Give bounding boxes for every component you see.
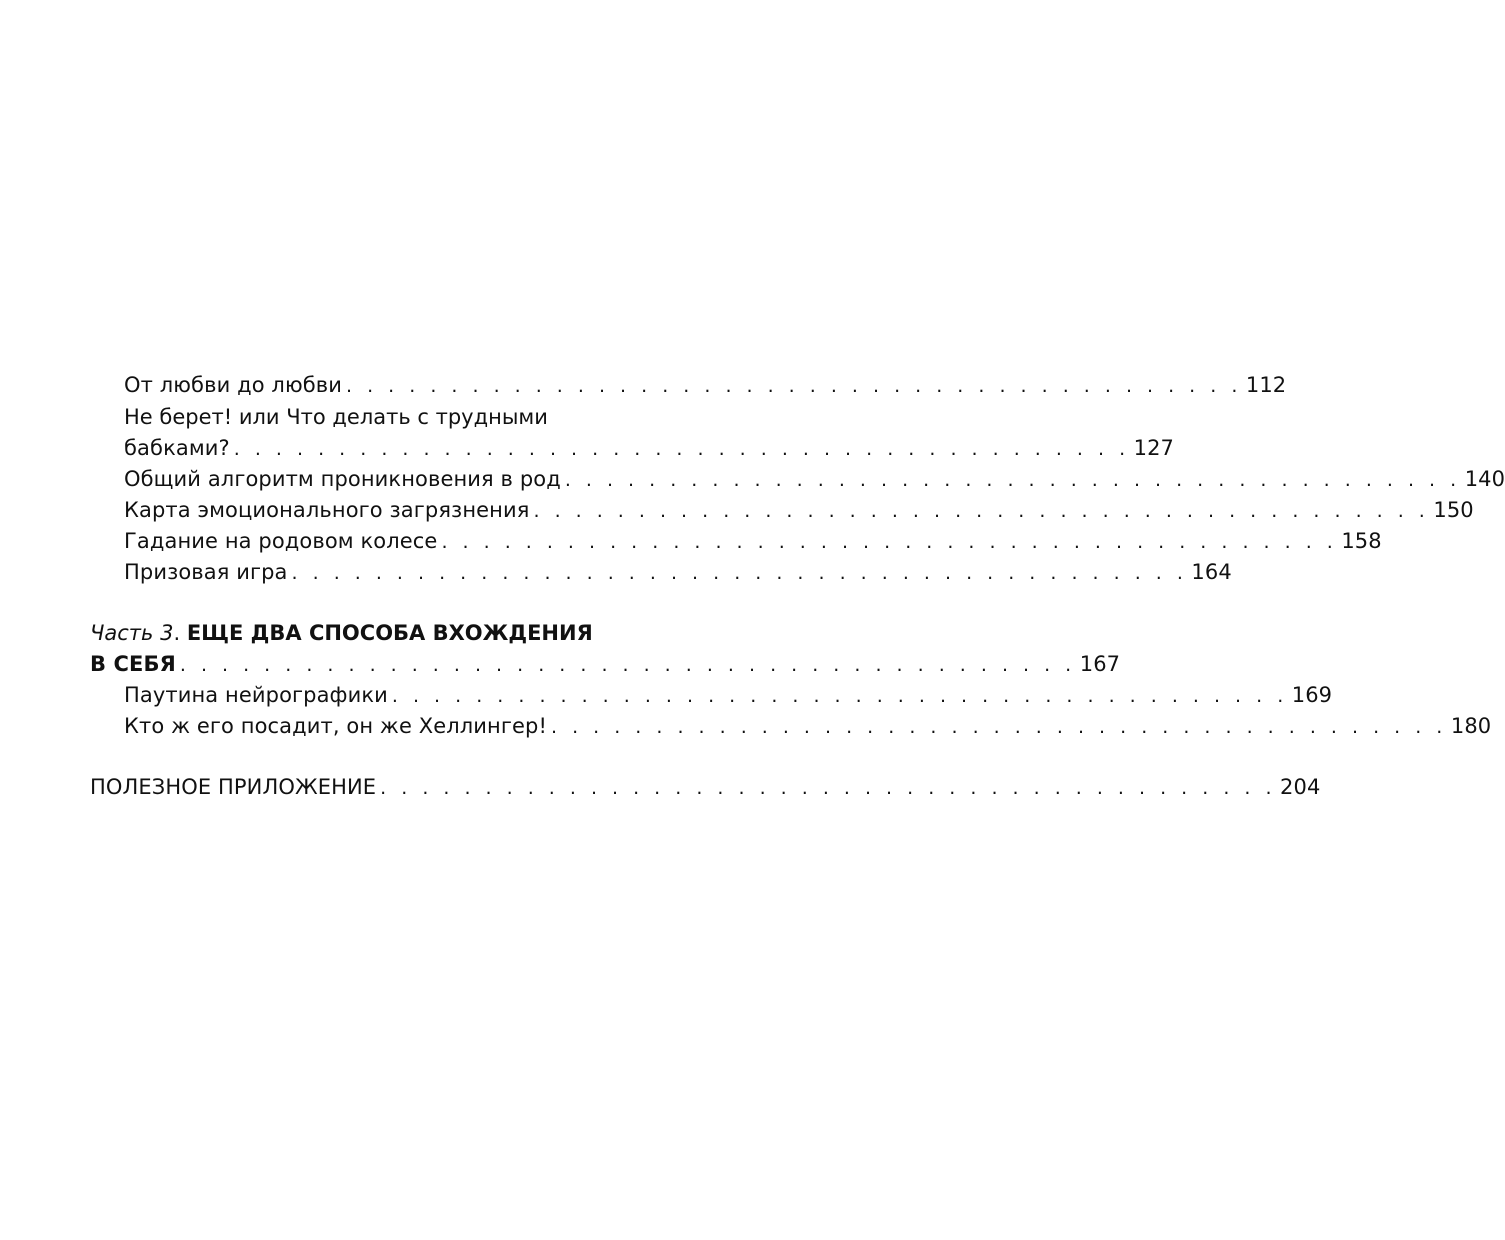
toc-entry <box>124 525 1382 557</box>
toc-entry-title: Призовая игра <box>124 560 288 584</box>
part-heading-line1 <box>90 617 593 649</box>
toc-entry <box>124 369 1287 401</box>
toc-entry-title: Паутина нейрографики <box>124 683 388 707</box>
toc-entry-page: 140 <box>1464 467 1505 491</box>
toc-entry-page: 158 <box>1341 529 1382 553</box>
toc-entry <box>124 679 1333 711</box>
toc-part-entry <box>90 648 1121 680</box>
leader-dots: . . . . . . . . . . . . . . . . . . . . . . . . . . . . . . . . . . . . . . . . . . . <box>550 716 1447 738</box>
leader-dots: . . . . . . . . . . . . . . . . . . . . . . . . . . . . . . . . . . . . . . . . . . . <box>233 438 1130 460</box>
toc-entry <box>124 463 1505 495</box>
toc-entry-title-line1: Не берет! или Что делать с трудными <box>124 405 548 429</box>
toc-entry <box>124 710 1492 742</box>
toc-entry-title: Гадание на родовом колесе <box>124 529 438 553</box>
leader-dots: . . . . . . . . . . . . . . . . . . . . . . . . . . . . . . . . . . . . . . . . . . . <box>346 375 1242 397</box>
toc-entry-title: От любви до любви <box>124 373 343 397</box>
toc-entry <box>124 494 1474 526</box>
leader-dots: . . . . . . . . . . . . . . . . . . . . . . . . . . . . . . . . . . . . . . . . . . . <box>391 685 1288 707</box>
toc-entry-page: 167 <box>1079 652 1121 676</box>
part-label: Часть 3 <box>90 621 174 645</box>
toc-appendix-entry <box>90 771 1321 803</box>
leader-dots: . . . . . . . . . . . . . . . . . . . . . . . . . . . . . . . . . . . . . . . . . . . <box>291 562 1188 584</box>
leader-dots: . . . . . . . . . . . . . . . . . . . . . . . . . . . . . . . . . . . . . . . . . . . <box>533 500 1430 522</box>
toc-entry-page: 180 <box>1450 714 1492 738</box>
toc-entry <box>124 432 1175 464</box>
leader-dots: . . . . . . . . . . . . . . . . . . . . . . . . . . . . . . . . . . . . . . . . . . . <box>564 469 1461 491</box>
toc-entry-title: Кто ж его посадит, он же Хеллингер! <box>124 714 547 738</box>
toc-entry-title: Общий алгоритм проникновения в род <box>124 467 561 491</box>
toc-entry-page: 112 <box>1245 373 1287 397</box>
toc-entry-title: Карта эмоционального загрязнения <box>124 498 530 522</box>
part-separator: . <box>173 621 187 645</box>
toc-entry <box>124 556 1232 588</box>
leader-dots: . . . . . . . . . . . . . . . . . . . . . . . . . . . . . . . . . . . . . . . . . . . <box>441 531 1338 553</box>
toc-entry-page: 150 <box>1433 498 1474 522</box>
leader-dots: . . . . . . . . . . . . . . . . . . . . . . . . . . . . . . . . . . . . . . . . . . . <box>380 777 1277 799</box>
appendix-title: ПОЛЕЗНОЕ ПРИЛОЖЕНИЕ <box>90 775 377 799</box>
leader-dots: . . . . . . . . . . . . . . . . . . . . . . . . . . . . . . . . . . . . . . . . . . . <box>179 654 1076 676</box>
part-title-line2: В СЕБЯ <box>90 652 176 676</box>
toc-entry-page: 127 <box>1133 436 1175 460</box>
toc-entry-page: 164 <box>1191 560 1232 584</box>
toc-entry-title-line2: бабками? <box>124 436 230 460</box>
part-title: ЕЩЕ ДВА СПОСОБА ВХОЖДЕНИЯ <box>186 621 593 645</box>
toc-entry-page: 169 <box>1291 683 1333 707</box>
toc-entry-page: 204 <box>1280 775 1321 799</box>
